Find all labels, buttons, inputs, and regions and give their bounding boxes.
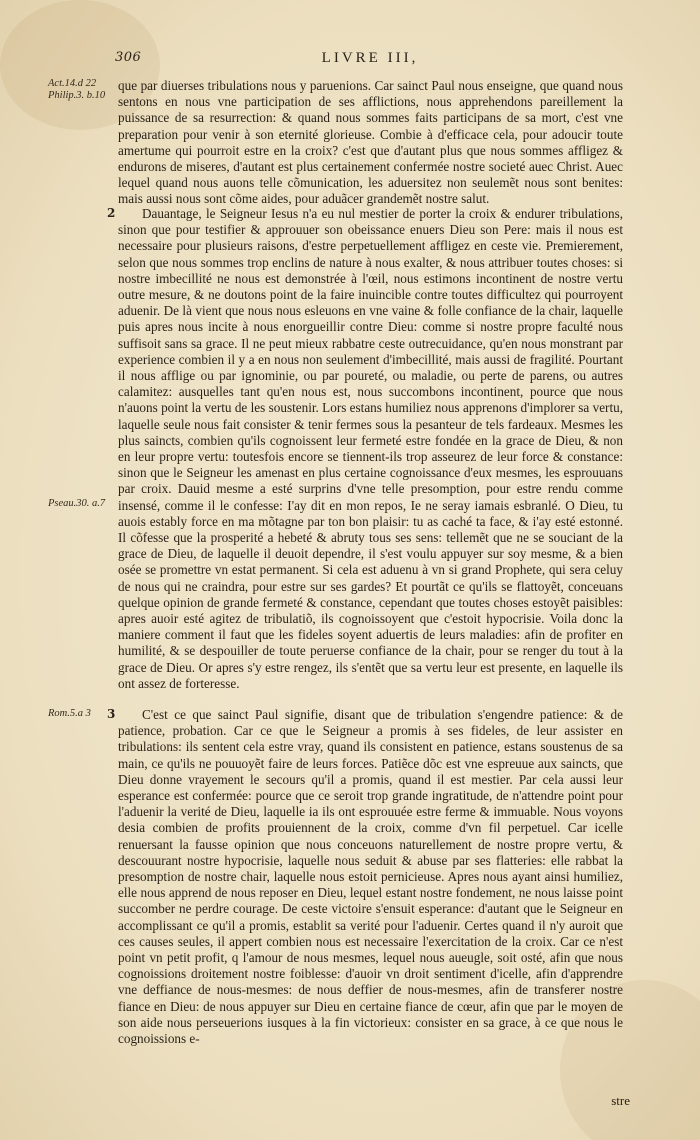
text-section bbox=[118, 78, 623, 208]
paragraph: Dauantage, le Seigneur Iesus n'a eu nul mestier de porter la croix & endurer tribulations, sinon que pour testifier & approuuer son obeissance enuers Dieu son Pere: mais il nous est necessaire pour plusieurs raisons, d'estre perpetuellement affligez en ceste vie. Premierement, selon que nous sommes trop enclins de nature à nous exalter, & nous attribuer toutes choses: si nostre imbecillité ne nous est demonstrée à l'œil, nous estimons incontinent de nostre vertu outre mesure, & ne doutons point de la faire inuincible contre toutes difficultez qui pourroyent aduenir. De là vient que nous nous esleuons en vne vaine & folle confiance de la chair, laquelle puis apres nous incite à nous enorgueillir contre Dieu: comme si nostre propre faculté nous suffisoit sans sa grace. Il ne peut mieux rabbatre ceste outrecuidance, qu'en nous monstrant par experience combien il y a en nous non seulement d'imbecillité, mais aussi de fragilité. Pourtant il nous afflige ou par ignominie, ou par poureté, ou maladie, ou perte de parens, ou autres calamitez: ausquelles tant qu'en nous est, nous succombons incontinent, pource que nous n'auons point la vertu de les soustenir. Lors estans humiliez nous apprenons d'implorer sa vertu, laquelle seule nous fait consister & tenir fermes sous la pesanteur de tels fardeaux. Mesmes les plus saincts, combien qu'ils cognoissent leur fermeté estre fondée en la grace de Dieu, & non en leur propre vertu: toutesfois encore se tiennent-ils trop asseurez de leur force & constance: sinon que le Seigneur les amenast en plus certaine cognoissance d'eux mesmes, les esprouuans par croix. Dauid mesme a esté surprins d'vne telle presomption, pour estre rendu comme insensé, comme il le confesse: I'ay dit en mon repos, Ie ne seray iamais esbranlé. O Dieu, tu auois estably force en ma mõtagne par ton bon plaisir: tu as caché ta face, & i'ay esté estonné. Il cõfesse que la prosperité a hebeté & abruty tous ses sens: tellemẽt que ne se souciant de la grace de Dieu, de laquelle il deuoit dependre, il s'est voulu appuyer sur soy mesme, & a bien osée se promettre vn estat permanent. Si cela est aduenu à vn si grand Prophete, qui sera celuy de nous qui ne craindra, pour estre sur ses gardes? Et pourtãt ce qu'ils se flattoyẽt, conceuans quelque opinion de grande fermeté & constance, cependant que toutes choses estoyẽt paisibles: apres auoir esté agitez de tribulatiõ, ils cognoissoyent que c'estoit hypocrisie. Voila donc la maniere comment il faut que les fideles soyent aduertis de leurs maladies: afin de profiter en humilité, & se despouiller de toute peruerse confiance de la chair, pour se renger du tout à la grace de Dieu. Or apres s'y estre rengez, ils s'entẽt que sa vertu leur est presente, en laquelle ils ont assez de forteresse. bbox=[118, 206, 623, 691]
page-header bbox=[0, 50, 700, 72]
paragraph-number: 3 bbox=[107, 707, 116, 721]
running-title: LIVRE III, bbox=[321, 50, 419, 66]
paragraph: C'est ce que sainct Paul signifie, disant que de tribulation s'engendre patience: & de patience, probation. Car ce que le Seigneur a promis à ses fideles, de leur assister en tribulations: ils sentent cela estre vray, quand ils consistent en patience, estans soustenus de sa main, ce qu'ils ne pouuoyẽt faire de leurs forces. Patiẽce dõc est vne espreuue aux saincts, que Dieu donne vrayement le secours qu'il a promis, quand il est mestier. Par cela aussi leur esperance est confermée: pource que ce seroit trop grande ingratitude, de n'attendre point pour l'aduenir la verité de Dieu, laquelle ia ils ont esprouuée estre ferme & immuable. Nous voyons desia combien de profits prouiennent de la croix, comme d'vn fil perpetuel. Car icelle renuersant la fausse opinion que nous conceuons naturellement de nostre propre vertu, & descouurant nostre hypocrisie, laquelle nous seduit & abuse par ses flatteries: elle rabbat la presomption de nostre chair, laquelle nous estoit pernicieuse. Apres nous ayant ainsi humiliez, elle nous apprend de nous reposer en Dieu, lequel estant nostre fondement, ne nous laisse point succomber ne perdre courage. De ceste victoire s'ensuit esperance: d'autant que le Seigneur en accomplissant ce qu'il a promis, establit sa verité pour l'aduenir. Certes quand il n'y auroit que ces causes seules, il appert combien nous est necessaire l'exercitation de la croix. Car ce n'est point vn petit profit, q l'amour de nous mesmes, lequel nous aueugle, soit osté, afin que nous cognoissions droitement nostre foiblesse: d'auoir vn droit sentiment d'icelle, afin d'apprendre vne deffiance de nous-mesmes: de nous deffier de nous-mesmes, afin de transferer nostre fiance en Dieu: de nous appuyer sur Dieu en certaine fiance de cœur, afin que par le moyen de son aide nous perseuerions iusques à la fin victorieux: consister en sa grace, à ce que nous le cognoissions e- bbox=[118, 707, 623, 1047]
catchword: stre bbox=[611, 1093, 630, 1108]
text-section bbox=[118, 707, 623, 1047]
page-number: 306 bbox=[115, 50, 142, 65]
margin-reference: Rom.5.a 3 bbox=[48, 708, 91, 719]
paragraph-number: 2 bbox=[107, 206, 116, 220]
margin-reference: Pseau.30. a.7 bbox=[48, 498, 106, 509]
paragraph: que par diuerses tribulations nous y paruenions. Car sainct Paul nous enseigne, que quand nous sentons en nous vne participation de ses afflictions, nous apprehendons pareillement la puissance de sa resurrection: & quand nous sommes faits participans de sa mort, c'est vne preparation pour venir à son eternité glorieuse. Combie à d'efficace cela, pour adoucir toute amertume qui pourroit estre en la croix? c'est que d'autant plus que nous sommes affligez & endurons de miseres, d'autant est plus certainement confermée nostre societé auec Christ. Auec lequel quand nous auons telle cõmunication, les aduersitez non seulemẽt nous sont benites: mais aussi nous sont cõme aides, pour aduãcer grandemẽt nostre salut. bbox=[118, 78, 623, 207]
text-section bbox=[118, 206, 623, 692]
margin-reference: Act.14.d 22 Philip.3. b.10 bbox=[48, 78, 106, 101]
